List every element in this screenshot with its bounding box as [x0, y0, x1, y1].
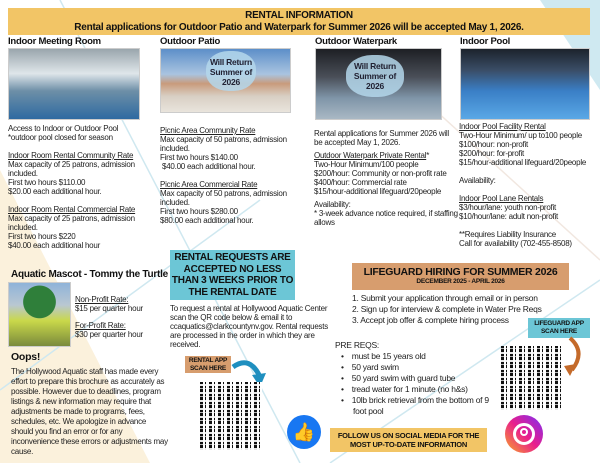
- mascot-title: Aquatic Mascot - Tommy the Turtle: [11, 269, 168, 280]
- lifeguard-title: LIFEGUARD HIRING FOR SUMMER 2026: [363, 266, 558, 278]
- rate-line: $200/hour: for-profit: [459, 149, 525, 158]
- rental-app-button[interactable]: RENTAL APP SCAN HERE: [185, 356, 231, 373]
- rental-requests-text: To request a rental at Hollywood Aquatic Center scan the QR code below & email it to ccaquatics@clarkcountynv.gov. Rental requests are processed in the order in which they are received.: [170, 304, 328, 349]
- rate-line: Two-Hour Minimum/100 people: [314, 160, 419, 169]
- rate-capacity: Max capacity of 50 patrons, admission included.: [160, 135, 287, 153]
- meeting-room-info: [8, 124, 158, 250]
- oops-text: The Hollywood Aquatic staff has made every effort to prepare this brochure as accurately as possible. However due to deadlines, program listings & new information may require that adjustments be made to programs, fees, schedules, etc. We apologize in advance should you find an error or for any inconvenience these errors or adjustments may cause.: [11, 367, 168, 456]
- rate-heading: Picnic Area Community Rate: [160, 126, 256, 135]
- forprofit-rate: $30 per quarter hour: [75, 330, 143, 339]
- lane-heading: Indoor Pool Lane Rentals: [459, 194, 544, 203]
- social-media-banner: FOLLOW US ON SOCIAL MEDIA FOR THE MOST UP-TO-DATE INFORMATION: [330, 428, 487, 452]
- pool-info: [459, 122, 599, 248]
- lifeguard-steps: [352, 293, 542, 326]
- pool-title: Indoor Pool: [460, 36, 511, 47]
- pool-photo: [460, 48, 590, 120]
- prereq-item: • must be 15 years old: [335, 351, 495, 362]
- header-banner: [8, 8, 590, 35]
- rental-qr-code[interactable]: [200, 382, 262, 450]
- rental-requests-banner: RENTAL REQUESTS ARE ACCEPTED NO LESS THAN 3 WEEKS PRIOR TO THE RENTAL DATE: [170, 250, 295, 300]
- prereq-item: • tread water for 1 minute (no h&s): [335, 384, 495, 395]
- rate-first: First two hours $280.00: [160, 207, 238, 216]
- rate-line: $15/hour-additional lifeguard/20people: [314, 187, 442, 196]
- rate-capacity: Max capacity of 50 patrons, admission included.: [160, 189, 287, 207]
- rate-line: $400/hour: Commercial rate: [314, 178, 407, 187]
- patio-photo: [160, 48, 291, 113]
- rate-additional: $80.00 each additional hour.: [160, 216, 254, 225]
- meeting-room-photo: [8, 48, 140, 120]
- prereq-section: [335, 340, 495, 417]
- lifeguard-banner: [352, 263, 569, 290]
- meeting-room-title: Indoor Meeting Room: [8, 36, 101, 47]
- rate-heading: Outdoor Waterpark Private Rental: [314, 151, 427, 160]
- rate-heading: Picnic Area Commercial Rate: [160, 180, 258, 189]
- arrow-icon: [562, 336, 588, 378]
- call-note: Call for availability (702-455-8508): [459, 239, 572, 248]
- step: 3. Accept job offer & complete hiring process: [352, 315, 509, 325]
- availability-note: * 3-week advance notice required, if staffing allows: [314, 209, 458, 227]
- asterisk: *: [426, 151, 430, 160]
- prereq-item: • 50 yard swim with guard tube: [335, 373, 495, 384]
- rate-heading: Indoor Room Rental Commercial Rate: [8, 205, 136, 214]
- header-subtitle: Rental applications for Outdoor Patio and Waterpark for Summer 2026 will be accepted May 1, 2026.: [74, 22, 524, 33]
- access-text: Access to Indoor or Outdoor Pool: [8, 124, 119, 133]
- patio-title: Outdoor Patio: [160, 36, 221, 47]
- patio-info: [160, 126, 310, 225]
- lifeguard-dates: DECEMBER 2025 - APRIL 2026: [416, 278, 505, 285]
- rate-additional: $20.00 each additional hour.: [8, 187, 102, 196]
- prereq-item: • 50 yard swim: [335, 362, 495, 373]
- lane-line: $3/hour/lane: youth non-profit: [459, 203, 557, 212]
- nonprofit-rate: $15 per quarter hour: [75, 304, 143, 313]
- facebook-like-icon[interactable]: 👍: [287, 415, 321, 449]
- rate-line: Two-Hour Minimum/ up to100 people: [459, 131, 582, 140]
- prereq-item: • 10lb brick retrieval from the bottom of 9 foot pool: [335, 395, 495, 417]
- rate-additional: $40.00 each additional hour: [8, 241, 100, 250]
- rate-capacity: Max capacity of 25 patrons, admission included.: [8, 214, 135, 232]
- availability-label: Availability:: [459, 176, 496, 185]
- mascot-photo: [8, 282, 71, 347]
- intro-text: Rental applications for Summer 2026 will be accepted May 1, 2026.: [314, 129, 449, 147]
- forprofit-label: For-Profit Rate:: [75, 321, 126, 330]
- rate-first: First two hours $140.00: [160, 153, 238, 162]
- rate-heading: Indoor Pool Facility Rental: [459, 122, 546, 131]
- insurance-note: **Requires Liability Insurance: [459, 230, 556, 239]
- step: 2. Sign up for interview & complete in Water Pre Reqs: [352, 304, 542, 314]
- lifeguard-app-button[interactable]: LIFEGUARD APP SCAN HERE: [528, 318, 590, 338]
- waterpark-title: Outdoor Waterpark: [315, 36, 397, 47]
- nonprofit-label: Non-Profit Rate:: [75, 295, 129, 304]
- instagram-icon[interactable]: [505, 415, 543, 453]
- rate-line: $100/hour: non-profit: [459, 140, 529, 149]
- rate-first: First two hours $110.00: [8, 178, 86, 187]
- prereq-title: PRE REQS:: [335, 340, 380, 350]
- rate-heading: Indoor Room Rental Community Rate: [8, 151, 134, 160]
- rate-additional: $40.00 each additional hour.: [162, 162, 256, 171]
- header-title: RENTAL INFORMATION: [245, 10, 353, 21]
- rate-capacity: Max capacity of 25 patrons, admission included.: [8, 160, 135, 178]
- note-text: *outdoor pool closed for season: [8, 133, 113, 142]
- mascot-rates: [75, 295, 143, 339]
- step: 1. Submit your application through email or in person: [352, 293, 538, 303]
- waterpark-info: [314, 129, 459, 227]
- oops-title: Oops!: [11, 351, 41, 363]
- lifeguard-qr-code[interactable]: [501, 346, 563, 410]
- rate-first: First two hours $220: [8, 232, 76, 241]
- lane-line: $10/hour/lane: adult non-profit: [459, 212, 558, 221]
- waterpark-photo: [315, 48, 442, 120]
- rate-line: $200/hour: Community or non-profit rate: [314, 169, 447, 178]
- rate-line: $15/hour-additional lifeguard/20people: [459, 158, 587, 167]
- will-return-bubble: Will Return Summer of 2026: [346, 55, 404, 97]
- will-return-bubble: Will Return Summer of 2026: [206, 51, 256, 91]
- availability-label: Availability:: [314, 200, 351, 209]
